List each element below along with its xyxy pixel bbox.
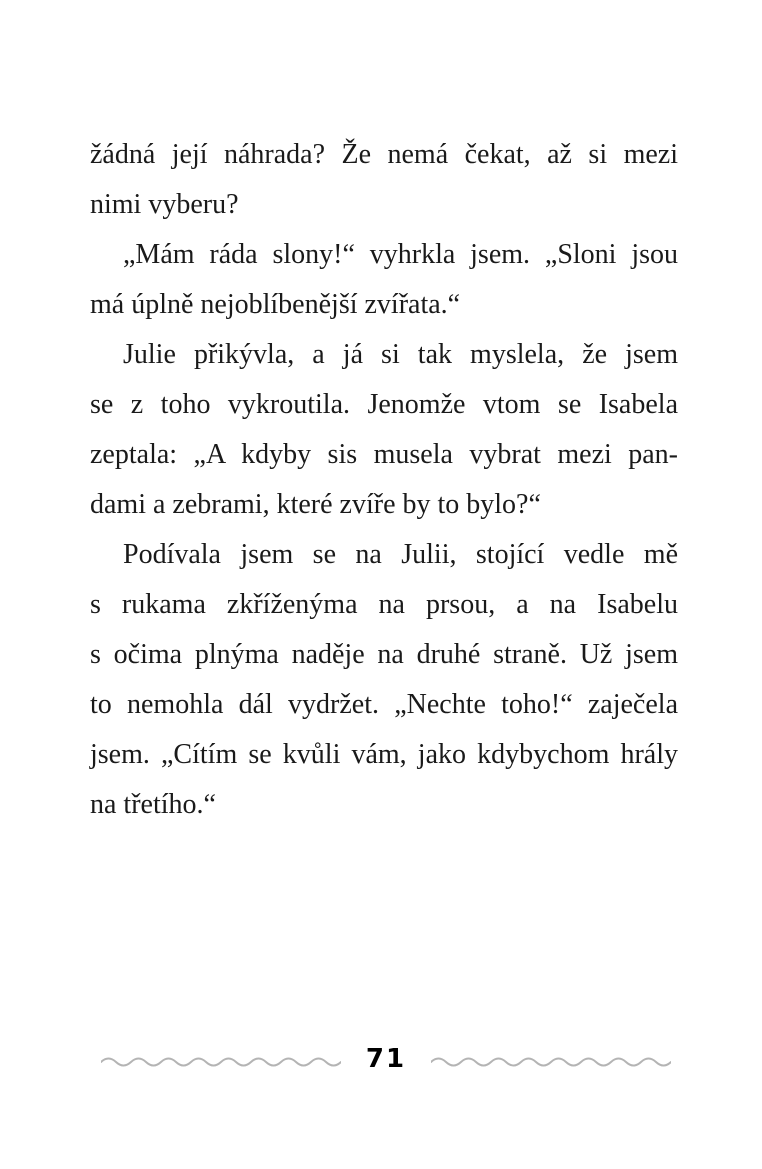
text-line: s rukama zkříženýma na prsou, a na Isabelu [90, 589, 678, 620]
text-line: na třetího.“ [90, 789, 216, 820]
text-line: zeptala: „A kdyby sis musela vybrat mezi pan- [90, 439, 678, 470]
paragraph [90, 130, 678, 230]
text-line: žádná její náhrada? Že nemá čekat, až si mezi [90, 139, 678, 170]
wavy-line-left-decoration [101, 1053, 341, 1067]
text-line: nimi vyberu? [90, 189, 239, 220]
paragraph [90, 230, 678, 330]
page-text [90, 130, 678, 830]
text-line: Podívala jsem se na Julii, stojící vedle mě [123, 539, 678, 570]
text-line: má úplně nejoblíbenější zvířata.“ [90, 289, 461, 320]
text-line: se z toho vykroutila. Jenomže vtom se Isabela [90, 389, 678, 420]
text-line: jsem. „Cítím se kvůli vám, jako kdybychom hrály [90, 739, 678, 770]
text-line: to nemohla dál vydržet. „Nechte toho!“ zaječela [90, 689, 678, 720]
paragraph [90, 530, 678, 830]
text-line: Julie přikývla, a já si tak myslela, že jsem [123, 339, 678, 370]
text-line: s očima plnýma naděje na druhé straně. Už jsem [90, 639, 678, 670]
text-line: „Mám ráda slony!“ vyhrkla jsem. „Sloni jsou [123, 239, 678, 270]
page-footer [0, 1044, 762, 1074]
paragraph [90, 330, 678, 530]
wavy-line-right-decoration [431, 1053, 671, 1067]
page-number: 71 [365, 1044, 407, 1074]
text-line: dami a zebrami, které zvíře by to bylo?“ [90, 489, 541, 520]
